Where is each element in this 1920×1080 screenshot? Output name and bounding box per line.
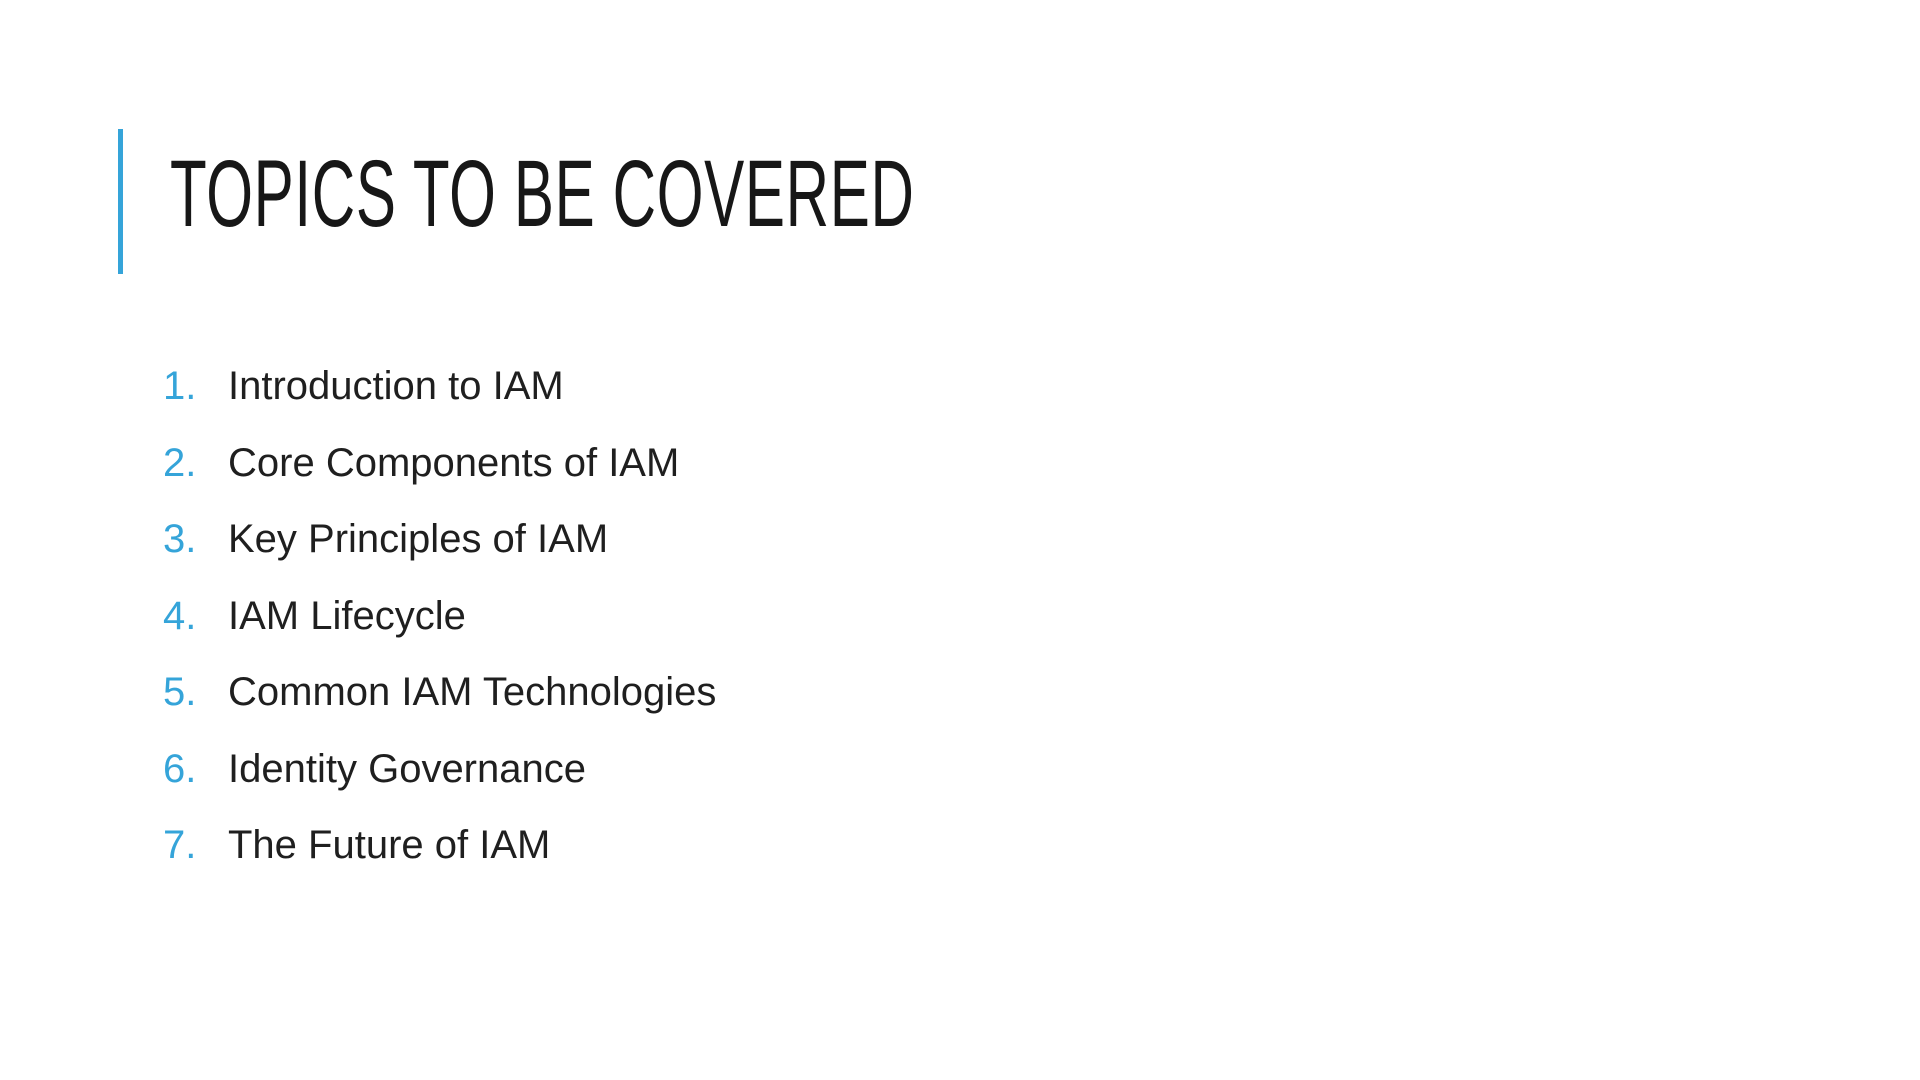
topic-label: The Future of IAM: [228, 823, 551, 867]
topic-item-3: [163, 519, 716, 559]
topic-number: 2.: [163, 440, 197, 485]
topic-item-6: [163, 746, 716, 791]
topic-item-2: [163, 440, 716, 485]
topic-number: 4.: [163, 593, 197, 638]
topic-number: 5.: [163, 670, 197, 714]
slide-title: TOPICS TO BE COVERED: [170, 141, 915, 247]
topic-number: 1.: [163, 364, 197, 408]
topic-number: 6.: [163, 746, 197, 791]
topics-list: [163, 366, 716, 902]
title-accent-bar: [118, 129, 123, 274]
topic-label: Key Principles of IAM: [228, 517, 609, 561]
topic-number: 3.: [163, 517, 197, 561]
topic-label: Identity Governance: [228, 746, 586, 791]
topic-label: Common IAM Technologies: [228, 670, 717, 714]
topic-item-7: [163, 825, 716, 865]
topic-item-4: [163, 593, 716, 638]
topic-number: 7.: [163, 823, 197, 867]
topic-item-1: [163, 366, 716, 406]
topic-item-5: [163, 672, 716, 712]
topic-label: IAM Lifecycle: [228, 593, 466, 638]
topic-label: Core Components of IAM: [228, 440, 680, 485]
topic-label: Introduction to IAM: [228, 364, 564, 408]
